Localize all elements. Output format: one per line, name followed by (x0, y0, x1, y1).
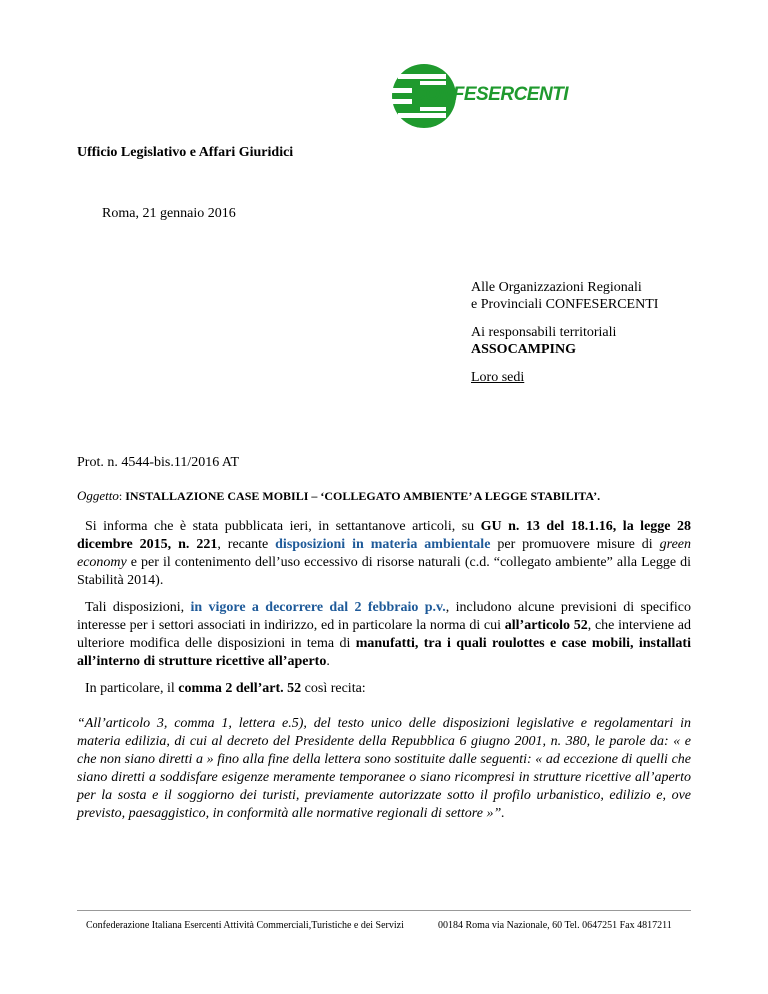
recipient-line: Ai responsabili territoriali (471, 325, 617, 340)
footer-divider (77, 910, 691, 911)
text-run: disposizioni in materia ambientale (275, 537, 491, 552)
text-run: . (326, 654, 330, 669)
paragraph-3 (77, 680, 691, 698)
text-run: all’articolo 52 (504, 618, 588, 633)
subject-text: INSTALLAZIONE CASE MOBILI – ‘COLLEGATO AMBIENTE’ A LEGGE STABILITA’. (125, 489, 601, 503)
recipient-line: Alle Organizzazioni Regionali (471, 280, 642, 295)
recipient-block-3 (471, 369, 524, 386)
confesercenti-logo (390, 62, 580, 130)
text-run: , includono alcune previsioni di specifico interesse per i settori associati in indirizzo, ed in particolare la norma di cui (77, 600, 691, 633)
recipient-block-2 (471, 324, 616, 358)
logo-wordmark: CONFESERCENTI (412, 84, 569, 105)
text-run: Tali disposizioni, (85, 600, 191, 615)
recipient-line: e Provinciali CONFESERCENTI (471, 297, 659, 312)
text-run: comma 2 dell’art. 52 (178, 681, 302, 696)
text-run: , recante (217, 537, 276, 552)
text-run: green economy (77, 537, 691, 570)
recipient-line: ASSOCAMPING (471, 342, 577, 357)
text-run: e per il contenimento dell’uso eccessivo di risorse naturali (c.d. “collegato ambiente” alla Legge di Stabilità 2014). (77, 555, 691, 588)
text-run: GU n. 13 del 18.1.16, la legge 28 dicembre 2015, n. 221 (77, 519, 691, 552)
text-run: Si informa che è stata pubblicata ieri, in settantanove articoli, su (85, 519, 481, 534)
protocol-number: Prot. n. 4544-bis.11/2016 AT (77, 455, 240, 470)
text-run: , che interviene ad ulteriore modifica delle disposizioni in tema di (77, 618, 691, 651)
text-run: In particolare, il (85, 681, 179, 696)
recipient-block-1 (471, 279, 658, 313)
office-name: Ufficio Legislativo e Affari Giuridici (77, 145, 294, 160)
paragraph-1 (77, 518, 691, 590)
text-run: in vigore a decorrere dal 2 febbraio p.v. (190, 600, 446, 615)
text-run: per promuovere misure di (490, 537, 660, 552)
letter-date: Roma, 21 gennaio 2016 (102, 206, 236, 221)
footer-organization: Confederazione Italiana Esercenti Attività Commerciali,Turistiche e dei Servizi (86, 920, 404, 931)
law-quote: “All’articolo 3, comma 1, lettera e.5), del testo unico delle disposizioni legislative e regolamentari in materia edilizia, di cui al decreto del Presidente della Repubblica 6 giugno 2001, n. 380, le parole da: « e che non siano diretti a » fino alla fine della lettera sono sostituite dalle seguenti: « ad eccezione di quelli che siano diretti a soddisfare esigenze meramente temporanee o siano ricompresi in strutture ricettive all’aperto per la sosta e il soggiorno dei turisti, previamente autorizzate sotto il profilo urbanistico, edilizio e, ove previsto, paesaggistico, in conformità alle normative regionali di settore »”. (77, 716, 691, 821)
footer-address: 00184 Roma via Nazionale, 60 Tel. 0647251 Fax 4817211 (438, 920, 672, 931)
paragraph-2 (77, 599, 691, 671)
subject-line: Oggetto: INSTALLAZIONE CASE MOBILI – ‘COLLEGATO AMBIENTE’ A LEGGE STABILITA’. (77, 488, 601, 503)
text-run: manufatti, tra i quali roulottes e case mobili, installati all’interno di strutture ricettive all’aperto (77, 636, 691, 669)
recipient-line: Loro sedi (471, 370, 525, 385)
subject-label: Oggetto (77, 488, 119, 503)
text-run: così recita: (301, 681, 366, 696)
